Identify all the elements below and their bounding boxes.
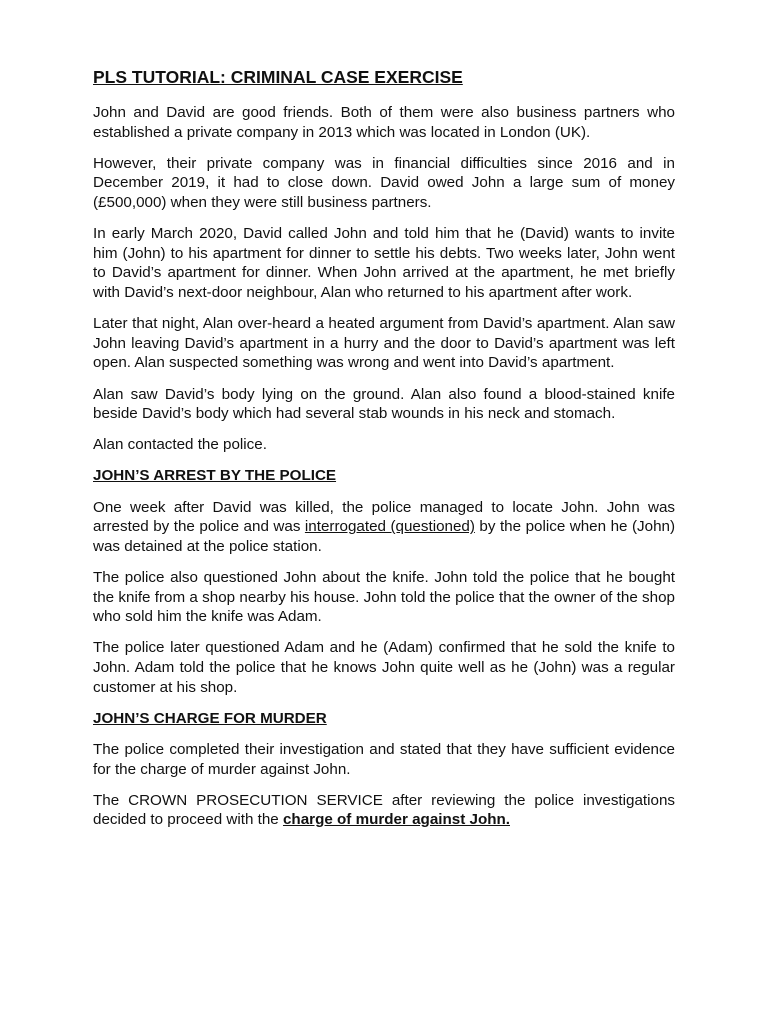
paragraph-7-underlined: interrogated (questioned) xyxy=(304,518,475,536)
paragraph-3: In early March 2020, David called John and told him that he (David) wants to invite him (John) to his apartment for dinner to settle his debts. Two weeks later, John went to David’s apartment for dinner. When John arrived at the apartment, he met briefly with David’s next-door neighbour, Alan who returned to his apartment after work. xyxy=(93,225,675,301)
paragraph-8: The police also questioned John about the knife. John told the police that he bought the knife from a shop nearby his house. John told the police that the owner of the shop who sold him the knife was Adam. xyxy=(93,569,675,626)
document-page xyxy=(93,64,675,842)
paragraph-11 xyxy=(93,791,675,830)
paragraph-7-text-a: One week after David was killed, the police managed to locate John. John was arrested by the police and was xyxy=(93,498,675,536)
paragraph-5: Alan saw David’s body lying on the ground. Alan also found a blood-stained knife beside David’s body which had several stab wounds in his neck and stomach. xyxy=(93,385,675,423)
paragraph-11-text: The CROWN PROSECUTION SERVICE after reviewing the police investigations decided to proceed with the xyxy=(93,791,675,829)
paragraph-10: The police completed their investigation and stated that they have sufficient evidence for the charge of murder against John. xyxy=(93,740,675,778)
paragraph-11-bold-underlined: charge of murder against John. xyxy=(282,811,510,829)
paragraph-4: Later that night, Alan over-heard a heated argument from David’s apartment. Alan saw John leaving David’s apartment in a hurry and the door to David’s apartment was left open. Alan suspected something was wrong and went into David’s apartment. xyxy=(93,315,675,372)
document-title: PLS TUTORIAL: CRIMINAL CASE EXERCISE xyxy=(93,67,463,87)
paragraph-7 xyxy=(93,498,675,557)
paragraph-6: Alan contacted the police. xyxy=(93,436,267,454)
paragraph-9: The police later questioned Adam and he (Adam) confirmed that he sold the knife to John. Adam told the police that he knows John quite well as he (John) was a regular customer at his shop. xyxy=(93,639,675,696)
paragraph-2: However, their private company was in financial difficulties since 2016 and in December 2019, it had to close down. David owed John a large sum of money (£500,000) when they were still business partners. xyxy=(93,154,675,211)
paragraph-1: John and David are good friends. Both of them were also business partners who established a private company in 2013 which was located in London (UK). xyxy=(93,104,675,141)
section-heading-arrest: JOHN’S ARREST BY THE POLICE xyxy=(93,467,337,485)
section-heading-charge: JOHN’S CHARGE FOR MURDER xyxy=(93,709,327,727)
paragraph-7-text-b: by the police when he (John) was detained at the police station. xyxy=(93,518,676,555)
